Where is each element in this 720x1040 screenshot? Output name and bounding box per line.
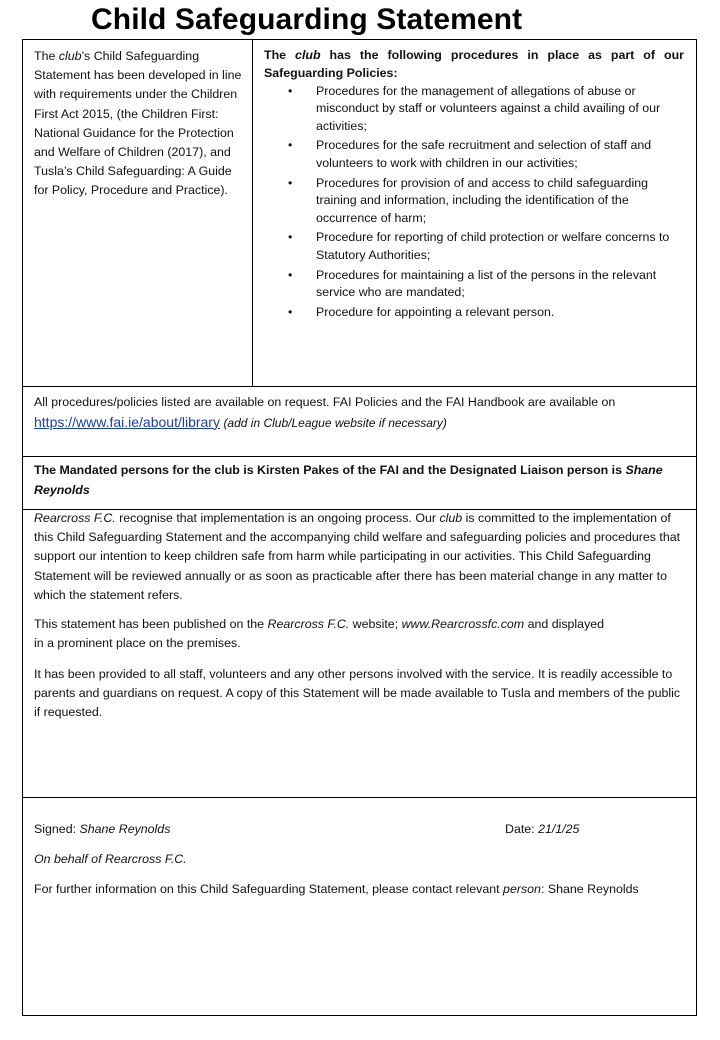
further-person: person xyxy=(503,882,541,896)
further-post: : Shane Reynolds xyxy=(540,882,639,896)
on-behalf-line: On behalf of Rearcross F.C. xyxy=(34,852,187,866)
list-item-text: Procedure for appointing a relevant person. xyxy=(316,304,555,319)
availability-note: (add in Club/League website if necessary) xyxy=(223,415,447,430)
bullet-icon: • xyxy=(288,230,293,245)
signed-name: Shane Reynolds xyxy=(79,822,171,836)
list-item-text: Procedures for the safe recruitment and selection of staff and volunteers to work with children in our activities; xyxy=(316,138,652,171)
signed-label: Signed: xyxy=(34,822,80,836)
bullet-icon: • xyxy=(288,267,293,282)
divider-after-availability xyxy=(22,456,697,457)
procedures-heading-club: club xyxy=(295,48,321,62)
procedures-heading xyxy=(264,47,684,83)
further-info xyxy=(34,880,674,899)
list-item xyxy=(288,175,684,228)
mandated-text: The Mandated persons for the club is Kirsten Pakes of the FAI and the Designated Liaison person is xyxy=(34,463,626,477)
bullet-icon: • xyxy=(288,83,293,98)
list-item xyxy=(288,267,684,303)
date-label: Date: xyxy=(505,822,539,836)
column-divider xyxy=(252,39,253,387)
implementation-part2: is committed to the implementation of this Child Safeguarding Statement and the accompanying child welfare and safeguarding policies and procedures that support our intention to keep children safe from harm while participating in our activities. This Child Safeguarding Statement will be reviewed annually or as soon as practicable after there has been material change in any matter to which the statement refers. xyxy=(34,511,681,602)
procedures-heading-post: has the following procedures in place as part of our Safeguarding Policies: xyxy=(264,48,684,80)
intro-post: ’s Child Safeguarding Statement has been developed in line with requirements under the Children First Act 2015, (the Children First: National Guidance for the Protection and Welfare of Children (2017), and Tusla’s Child Safeguarding: A Guide for Policy, Procedure and Practice). xyxy=(34,49,242,198)
implementation-paragraph xyxy=(34,509,684,605)
publication-pre: This statement has been published on the xyxy=(34,617,268,631)
list-item-text: Procedure for reporting of child protection or welfare concerns to Statutory Authorities; xyxy=(316,230,670,263)
fai-library-link[interactable]: https://www.fai.ie/about/library xyxy=(34,413,220,430)
divider-after-procedures xyxy=(22,386,697,387)
bullet-icon: • xyxy=(288,304,293,319)
list-item-text: Procedures for maintaining a list of the persons in the relevant service who are mandated; xyxy=(316,267,657,300)
bullet-icon: • xyxy=(288,175,293,190)
implementation-part1: recognise that implementation is an ongoing process. Our xyxy=(115,511,440,525)
date-line xyxy=(505,820,579,839)
list-item xyxy=(288,137,684,173)
publication-club-name: Rearcross F.C. xyxy=(267,617,350,631)
list-item-text: Procedures for the management of allegations of abuse or misconduct by staff or volunteers against a child availing of our activities; xyxy=(316,83,661,134)
club-website: www.Rearcrossfc.com xyxy=(401,617,525,631)
publication-mid: website; xyxy=(349,617,402,631)
list-item xyxy=(288,83,684,136)
procedures-section xyxy=(264,47,684,323)
intro-club: club xyxy=(58,49,82,63)
intro-pre: The xyxy=(34,49,59,63)
page-title: Child Safeguarding Statement xyxy=(91,3,523,36)
procedures-heading-pre: The xyxy=(264,48,296,62)
implementation-club: club xyxy=(439,511,463,525)
publication-post1: and displayed xyxy=(524,617,605,631)
implementation-club-name: Rearcross F.C. xyxy=(34,511,116,525)
publication-paragraph xyxy=(34,615,684,653)
intro-text xyxy=(34,47,248,201)
availability-text: All procedures/policies listed are available on request. FAI Policies and the FAI Handbook are available on xyxy=(34,395,616,409)
bullet-icon: • xyxy=(288,138,293,153)
mandated-persons xyxy=(34,461,684,500)
list-item-text: Procedures for provision of and access to child safeguarding training and information, including the identification of the occurrence of harm; xyxy=(316,175,648,226)
signed-line xyxy=(34,820,170,839)
date-value: 21/1/25 xyxy=(538,822,580,836)
list-item xyxy=(288,229,684,265)
procedures-list xyxy=(264,83,684,322)
availability-section xyxy=(34,393,694,433)
list-item xyxy=(288,304,684,322)
divider-after-provision xyxy=(22,797,697,798)
dlp-name: Shane Reynolds xyxy=(34,463,663,497)
further-pre: For further information on this Child Safeguarding Statement, please contact relevant xyxy=(34,882,504,896)
publication-post2: in a prominent place on the premises. xyxy=(34,636,241,651)
provision-paragraph: It has been provided to all staff, volunteers and any other persons involved with the service. It is readily accessible to parents and guardians on request. A copy of this Statement will be made available to Tusla and members of the public if requested. xyxy=(34,667,681,720)
availability-link-row xyxy=(34,413,694,434)
